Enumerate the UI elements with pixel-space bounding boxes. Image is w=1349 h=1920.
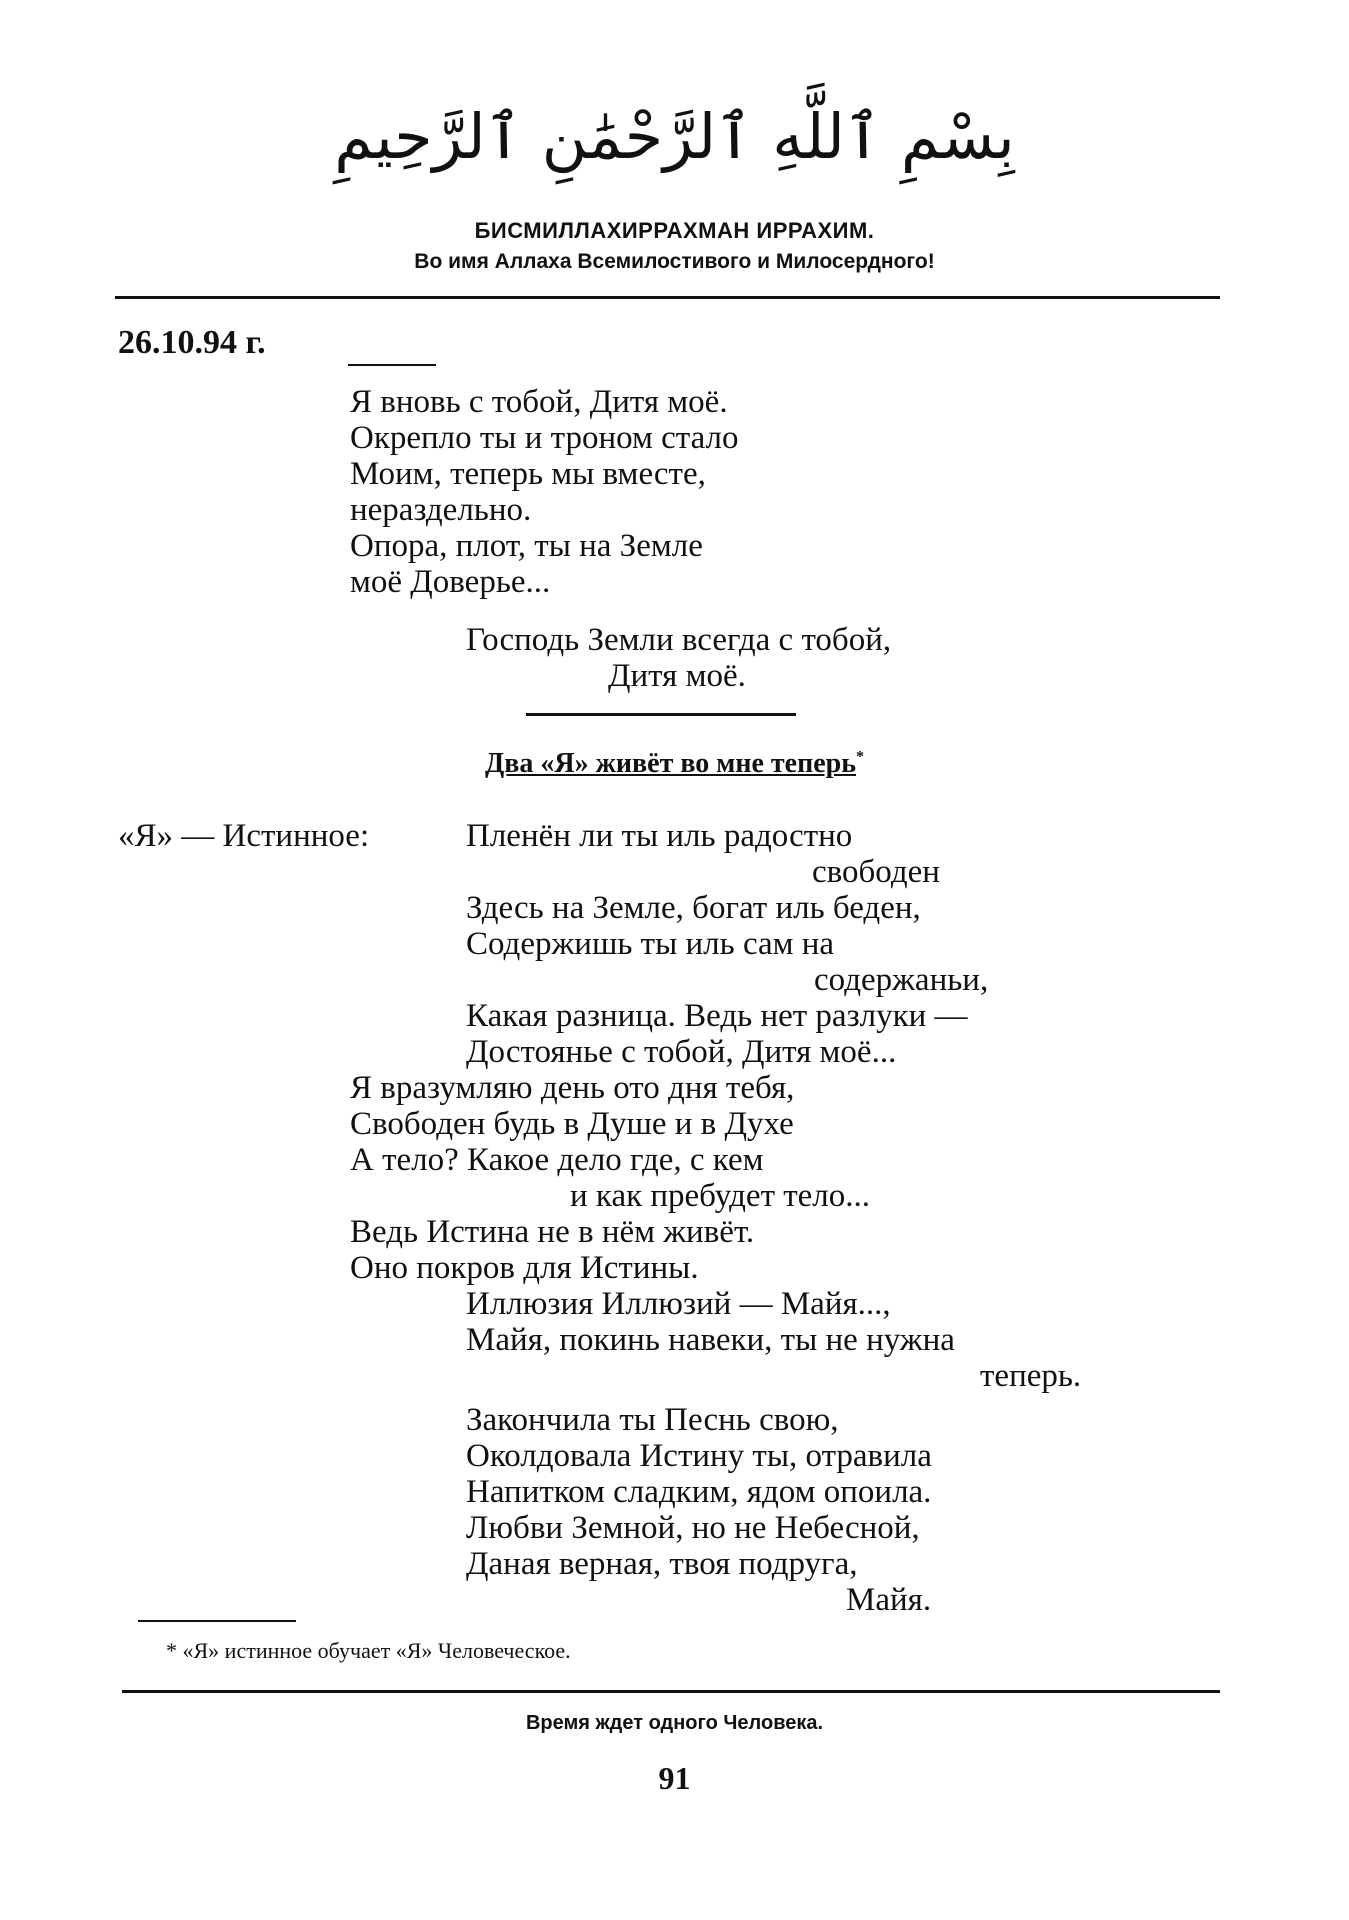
verse-line: Моим, теперь мы вместе, [350,456,706,492]
verse-line: нераздельно. [350,492,532,528]
footer-rule [122,1690,1220,1693]
footnote-text: * «Я» истинное обучает «Я» Человеческое. [166,1638,571,1663]
entry-short-rule [348,364,436,366]
verse-line: Какая разница. Ведь нет разлуки — [466,998,968,1034]
verse-line: Здесь на Земле, богат иль беден, [466,890,921,926]
verse-line: Ведь Истина не в нём живёт. [350,1214,755,1250]
verse-line: Оно покров для Истины. [350,1250,699,1286]
verse-line: Опора, плот, ты на Земле [350,528,703,564]
verse-line: Окрепло ты и троном стало [350,420,739,456]
footnote-marker: * [856,748,865,766]
footnote-rule [138,1620,296,1622]
verse-line: Любви Земной, но не Небесной, [466,1510,920,1546]
verse-line: моё Доверье... [350,564,551,600]
verse-line: Я вновь с тобой, Дитя моё. [350,384,728,420]
header-rule [115,296,1220,299]
closing-line: Дитя моё. [608,658,746,694]
verse-line: Майя, покинь навеки, ты не нужна [466,1322,955,1358]
closing-line: Господь Земли всегда с тобой, [466,622,892,658]
verse-line: А тело? Какое дело где, с кем [350,1142,764,1178]
verse-line: содержаньи, [814,962,989,998]
verse-line: Содержишь ты иль сам на [466,926,835,962]
page-number: 91 [658,1760,691,1796]
verse-line: Закончила ты Песнь свою, [466,1402,839,1438]
verse-line: и как пребудет тело... [570,1178,871,1214]
verse-line: теперь. [980,1358,1082,1394]
footer-motto: Время ждет одного Человека. [525,1712,824,1734]
verse-line: Напитком сладким, ядом опоила. [466,1474,932,1510]
verse-line: Даная верная, твоя подруга, [466,1546,858,1582]
entry-date: 26.10.94 г. [118,324,266,361]
speaker-label: «Я» — Истинное: [118,818,370,854]
bismillah-calligraphy: بِسْمِ ٱللَّهِ ٱلرَّحْمَٰنِ ٱلرَّحِيمِ [334,100,1015,173]
verse-line: Пленён ли ты иль радостно [466,818,853,854]
poem-heading [0,748,1349,780]
verse-line: Достоянье с тобой, Дитя моё... [466,1034,897,1070]
verse-line: Я вразумляю день ото дня тебя, [350,1070,795,1106]
verse-line: свободен [812,854,940,890]
verse-line: Околдовала Истину ты, отравила [466,1438,932,1474]
poem-heading-text: Два «Я» живёт во мне теперь [484,748,857,779]
section-rule [526,713,796,716]
verse-line: Свободен будь в Душе и в Духе [350,1106,794,1142]
header-title: БИСМИЛЛАХИРРАХМАН ИРРАХИМ. [474,218,875,243]
verse-line: Иллюзия Иллюзий — Майя..., [466,1286,891,1322]
header-subtitle: Во имя Аллаха Всемилостивого и Милосердного! [414,250,935,273]
verse-line: Майя. [846,1582,932,1618]
